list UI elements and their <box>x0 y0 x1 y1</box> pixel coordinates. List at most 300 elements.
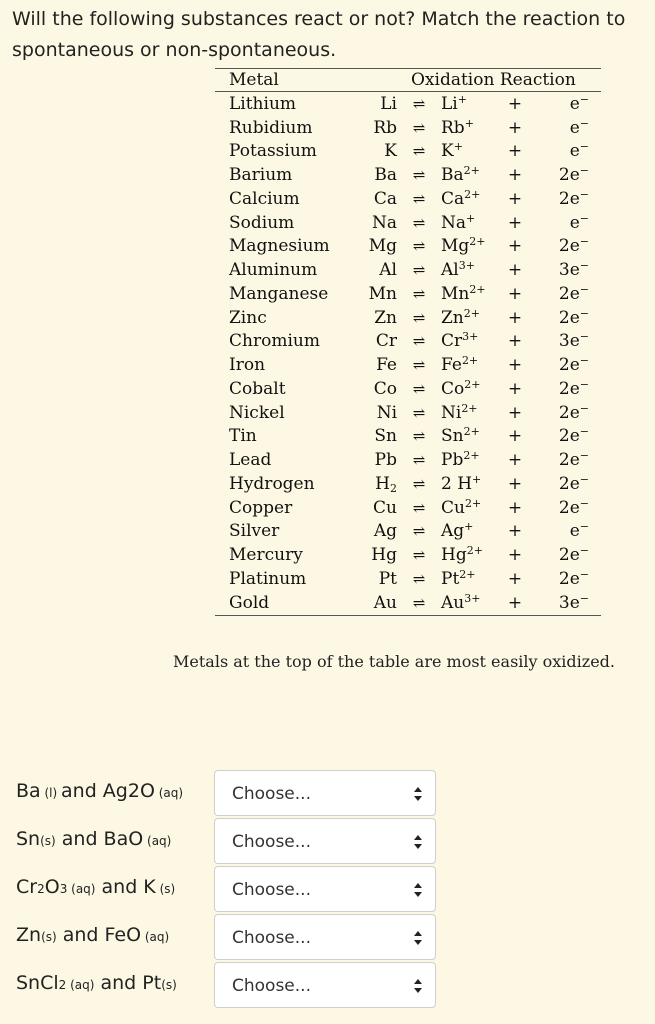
equilibrium-arrow: ⇌ <box>397 591 441 615</box>
electrons-cell <box>529 567 601 591</box>
metal-symbol: Rb <box>373 117 397 138</box>
equilibrium-arrow: ⇌ <box>412 379 426 398</box>
ion-charge: 2+ <box>461 354 479 368</box>
metal-symbol: Hg <box>371 545 397 566</box>
electrons-cell <box>529 330 601 354</box>
electron-charge: − <box>579 401 589 415</box>
ion-cell <box>441 306 501 330</box>
ion-cell <box>441 377 501 401</box>
reaction-label <box>16 828 171 850</box>
electrons: 2e <box>558 568 580 589</box>
ion-charge: 3+ <box>458 259 475 273</box>
metal-symbol-cell <box>347 496 397 520</box>
plus-sign: + <box>507 545 523 566</box>
ion-symbol: Rb <box>441 117 465 138</box>
reaction-label <box>16 780 183 802</box>
metal-name: Aluminum <box>229 260 318 281</box>
electrons: 3e <box>558 592 580 613</box>
spontaneity-select[interactable] <box>214 866 436 912</box>
electrons: 2e <box>558 188 580 209</box>
equilibrium-arrow: ⇌ <box>412 522 426 541</box>
electrons: 2e <box>558 236 580 257</box>
equilibrium-arrow: ⇌ <box>412 498 426 517</box>
metal-symbol-cell <box>347 211 397 235</box>
table-row <box>215 258 601 282</box>
equilibrium-arrow: ⇌ <box>412 213 426 232</box>
metal-symbol-cell <box>347 163 397 187</box>
formula-text: and Ag2O <box>61 780 155 802</box>
electrons-cell <box>529 425 601 449</box>
symbol-subscript: 2 <box>390 481 397 495</box>
electrons: 2e <box>558 450 580 471</box>
ion-symbol: Sn <box>441 426 464 447</box>
ion-symbol: 2 H <box>441 473 473 494</box>
metal-name: Iron <box>229 355 266 376</box>
electrons: 2e <box>558 473 580 494</box>
ion-charge: 2+ <box>469 235 486 249</box>
state-subscript: 2 (aq) <box>58 978 95 992</box>
equilibrium-arrow: ⇌ <box>412 118 426 137</box>
up-down-caret-icon <box>413 976 423 996</box>
metal-name: Hydrogen <box>229 473 315 494</box>
electron-charge: − <box>579 591 589 605</box>
electrons-cell <box>529 163 601 187</box>
up-down-caret-icon <box>413 928 423 948</box>
ion-cell <box>441 353 501 377</box>
equilibrium-arrow: ⇌ <box>412 569 426 588</box>
plus-sign: + <box>507 93 523 114</box>
electrons-cell <box>529 306 601 330</box>
select-value: Choose... <box>232 880 311 900</box>
electrons: 2e <box>558 497 580 518</box>
metal-symbol: Mg <box>368 236 397 257</box>
table-row <box>215 472 601 496</box>
metal-symbol-cell <box>347 306 397 330</box>
metal-symbol: Cu <box>373 497 397 518</box>
formula-text: and BaO <box>55 828 144 850</box>
electron-charge: − <box>579 567 589 581</box>
table-row <box>215 496 601 520</box>
state-subscript: (aq) <box>141 930 170 944</box>
metal-symbol: K <box>384 141 397 162</box>
electron-charge: − <box>579 259 589 273</box>
ion-cell <box>441 330 501 354</box>
plus-sign: + <box>507 236 523 257</box>
ion-charge: 2+ <box>466 544 483 558</box>
electrons: 2e <box>558 426 580 447</box>
ion-cell <box>441 401 501 425</box>
metal-symbol-cell <box>347 377 397 401</box>
ion-charge: 2+ <box>463 449 480 463</box>
ion-symbol: Na <box>441 212 467 233</box>
metal-symbol: Ni <box>376 402 397 423</box>
table-row <box>215 543 601 567</box>
table-row <box>215 353 601 377</box>
equilibrium-arrow: ⇌ <box>412 356 426 375</box>
electron-charge: − <box>579 330 589 344</box>
metal-name: Copper <box>229 497 293 518</box>
plus-sign: + <box>507 521 523 542</box>
metal-symbol: Pb <box>374 450 397 471</box>
reaction-label <box>16 876 175 898</box>
ion-cell <box>441 496 501 520</box>
metal-symbol-cell <box>347 92 397 116</box>
plus-sign: + <box>507 378 523 399</box>
plus-sign: + <box>501 591 529 615</box>
electrons-cell <box>529 377 601 401</box>
ion-cell <box>441 258 501 282</box>
ion-symbol: Pt <box>441 568 460 589</box>
table-row <box>215 377 601 401</box>
metal-symbol-cell <box>347 591 397 615</box>
ion-cell <box>441 282 501 306</box>
plus-sign: + <box>507 141 523 162</box>
metal-name: Sodium <box>229 212 295 233</box>
metal-name: Lithium <box>229 93 297 114</box>
equilibrium-arrow: ⇌ <box>412 474 426 493</box>
plus-sign: + <box>507 355 523 376</box>
electron-charge: − <box>579 187 589 201</box>
state-subscript: (aq) <box>154 786 184 800</box>
electrons: 2e <box>558 545 580 566</box>
equilibrium-arrow: ⇌ <box>412 237 426 256</box>
ion-symbol: Pb <box>441 450 464 471</box>
ion-symbol: Mn <box>441 283 470 304</box>
metal-name: Mercury <box>229 545 303 566</box>
electrons: e <box>569 117 580 138</box>
metal-name: Zinc <box>229 307 267 328</box>
table-row <box>215 140 601 164</box>
electrons-cell <box>529 520 601 544</box>
metal-symbol: Sn <box>374 426 397 447</box>
ion-charge: 2+ <box>463 164 480 178</box>
ion-cell <box>441 211 501 235</box>
equilibrium-arrow: ⇌ <box>412 261 426 280</box>
electrons: e <box>569 212 580 233</box>
reaction-label <box>16 972 177 994</box>
spontaneity-select[interactable] <box>214 962 436 1008</box>
metal-symbol-cell <box>347 282 397 306</box>
question-row <box>0 914 655 960</box>
plus-sign: + <box>507 426 523 447</box>
equilibrium-arrow: ⇌ <box>412 427 426 446</box>
up-down-caret-icon <box>413 832 423 852</box>
ion-symbol: Al <box>441 260 459 281</box>
question-row <box>0 818 655 864</box>
plus-sign: + <box>507 212 523 233</box>
ion-charge: + <box>464 116 474 130</box>
ion-symbol: Mg <box>441 236 470 257</box>
metal-name: Magnesium <box>229 236 330 257</box>
ion-charge: + <box>472 472 482 486</box>
ion-symbol: K <box>441 141 454 162</box>
metal-symbol-cell <box>347 401 397 425</box>
electrons-cell <box>529 140 601 164</box>
select-value: Choose... <box>232 832 311 852</box>
ion-symbol: Ni <box>441 402 462 423</box>
ion-symbol: Hg <box>441 545 467 566</box>
metal-name: Lead <box>229 450 272 471</box>
ion-cell <box>441 543 501 567</box>
table-row <box>215 282 601 306</box>
electrons-cell <box>529 472 601 496</box>
ion-charge: 2+ <box>463 425 480 439</box>
electrons-cell <box>529 496 601 520</box>
electrons: e <box>569 93 580 114</box>
metal-symbol-cell <box>347 448 397 472</box>
electrons: 3e <box>558 331 580 352</box>
plus-sign: + <box>507 568 523 589</box>
equilibrium-arrow: ⇌ <box>412 94 426 113</box>
metal-symbol: Cr <box>375 331 397 352</box>
equilibrium-arrow: ⇌ <box>412 546 426 565</box>
electrons: e <box>569 521 580 542</box>
metal-symbol-cell <box>347 353 397 377</box>
reaction-label <box>16 924 169 946</box>
electron-charge: − <box>579 164 589 178</box>
metal-symbol: H <box>375 473 390 494</box>
metal-symbol: Al <box>379 260 397 281</box>
metal-symbol-cell <box>347 567 397 591</box>
table-body <box>215 92 601 616</box>
metal-symbol: Mn <box>368 283 397 304</box>
ion-charge: 2+ <box>464 187 481 201</box>
metal-symbol-cell <box>347 235 397 259</box>
metal-symbol-cell <box>347 258 397 282</box>
ion-cell <box>441 425 501 449</box>
electron-charge: − <box>579 306 589 320</box>
metal-symbol: Ca <box>373 188 397 209</box>
plus-sign: + <box>507 283 523 304</box>
formula-text: SnCl <box>16 972 59 994</box>
ion-cell <box>441 116 501 140</box>
metal-name: Rubidium <box>229 117 313 138</box>
table-row <box>215 163 601 187</box>
state-subscript: (aq) <box>143 834 172 848</box>
table-row <box>215 187 601 211</box>
ion-charge: 2+ <box>463 306 480 320</box>
up-down-caret-icon <box>413 880 423 900</box>
metal-symbol: Zn <box>374 307 397 328</box>
metal-name: Cobalt <box>229 378 286 399</box>
electrons-cell <box>529 235 601 259</box>
plus-sign: + <box>507 497 523 518</box>
equilibrium-arrow: ⇌ <box>412 332 426 351</box>
activity-series-table <box>215 68 601 616</box>
equilibrium-arrow: ⇌ <box>412 403 426 422</box>
metal-symbol-cell <box>347 472 397 496</box>
electrons-cell <box>529 401 601 425</box>
table-row <box>215 92 601 116</box>
electrons: 2e <box>558 307 580 328</box>
select-value: Choose... <box>232 928 311 948</box>
ion-symbol: Co <box>441 378 465 399</box>
metal-name: Barium <box>229 165 293 186</box>
equilibrium-arrow: ⇌ <box>412 189 426 208</box>
ion-cell <box>441 520 501 544</box>
electron-charge: − <box>579 92 589 106</box>
electron-charge: − <box>579 211 589 225</box>
ion-cell <box>441 187 501 211</box>
plus-sign: + <box>507 473 523 494</box>
ion-symbol: Cu <box>441 497 465 518</box>
ion-symbol: Fe <box>441 355 462 376</box>
table-row <box>215 235 601 259</box>
ion-symbol: Cr <box>441 331 463 352</box>
table-row <box>215 567 601 591</box>
electron-charge: − <box>579 140 589 154</box>
metal-symbol: Ba <box>374 165 397 186</box>
ion-charge: + <box>464 520 474 534</box>
equilibrium-arrow: ⇌ <box>412 451 426 470</box>
electron-charge: − <box>579 116 589 130</box>
ion-charge: 2+ <box>459 567 476 581</box>
formula-text: O <box>44 876 60 898</box>
state-subscript: (s) <box>41 930 57 944</box>
metal-symbol: Pt <box>378 568 397 589</box>
spontaneity-select[interactable] <box>214 770 436 816</box>
header-metal: Metal <box>215 69 347 92</box>
equilibrium-arrow: ⇌ <box>412 308 426 327</box>
electron-charge: − <box>579 449 589 463</box>
ion-cell <box>441 591 501 615</box>
metal-name: Chromium <box>229 331 320 352</box>
state-subscript: 3 (aq) <box>59 882 96 896</box>
electrons-cell <box>529 187 601 211</box>
plus-sign: + <box>507 331 523 352</box>
table-row <box>215 591 601 615</box>
electrons-cell <box>529 116 601 140</box>
metal-name: Platinum <box>229 568 307 589</box>
plus-sign: + <box>507 260 523 281</box>
electrons: 2e <box>558 402 580 423</box>
metal-symbol-cell <box>347 116 397 140</box>
table-row <box>215 425 601 449</box>
formula-text: Cr <box>16 876 38 898</box>
ion-symbol: Zn <box>441 307 464 328</box>
metal-name: Manganese <box>229 283 329 304</box>
ion-cell <box>441 92 501 116</box>
metal-symbol: Li <box>380 93 397 114</box>
metal-symbol: Na <box>371 212 397 233</box>
electron-charge: − <box>579 282 589 296</box>
question-text: Will the following substances react or not? Match the reaction to spontaneous or non-spontaneous. <box>12 8 626 61</box>
metal-name: Nickel <box>229 402 285 423</box>
electron-charge: − <box>579 235 589 249</box>
electrons-cell <box>529 353 601 377</box>
metal-symbol: Ag <box>373 521 397 542</box>
table-note: Metals at the top of the table are most easily oxidized. <box>173 652 615 671</box>
formula-text: Sn <box>16 828 41 850</box>
table-row <box>215 520 601 544</box>
electrons: 2e <box>558 283 580 304</box>
electrons-cell <box>529 543 601 567</box>
metal-name: Potassium <box>229 141 317 162</box>
plus-sign: + <box>507 165 523 186</box>
equilibrium-arrow: ⇌ <box>412 166 426 185</box>
table-header-row <box>215 69 601 92</box>
table-row <box>215 306 601 330</box>
state-subscript: 2 <box>37 882 45 896</box>
metal-name: Silver <box>229 521 280 542</box>
table-row <box>215 330 601 354</box>
ion-cell <box>441 140 501 164</box>
ion-symbol: Ca <box>441 188 465 209</box>
electrons-cell <box>529 92 601 116</box>
table-row <box>215 448 601 472</box>
formula-text: and FeO <box>56 924 142 946</box>
ion-charge: + <box>453 140 463 154</box>
plus-sign: + <box>507 450 523 471</box>
ion-charge: 3+ <box>464 591 481 605</box>
ion-symbol: Ba <box>441 165 464 186</box>
ion-charge: 3+ <box>462 330 479 344</box>
state-subscript: (s) <box>161 978 177 992</box>
ion-cell <box>441 567 501 591</box>
electrons: 2e <box>558 355 580 376</box>
ion-cell <box>441 235 501 259</box>
plus-sign: + <box>507 307 523 328</box>
state-subscript: (s) <box>40 834 56 848</box>
electrons-cell <box>529 591 601 615</box>
electron-charge: − <box>579 354 589 368</box>
ion-charge: 2+ <box>464 377 481 391</box>
equilibrium-arrow: ⇌ <box>412 284 426 303</box>
formula-text: Zn <box>16 924 42 946</box>
metal-name: Calcium <box>229 188 300 209</box>
electron-charge: − <box>579 377 589 391</box>
ion-symbol: Au <box>441 592 465 613</box>
metal-symbol-cell <box>347 187 397 211</box>
header-oxidation-reaction: Oxidation Reaction <box>397 69 601 92</box>
ion-cell <box>441 163 501 187</box>
plus-sign: + <box>507 188 523 209</box>
electrons-cell <box>529 448 601 472</box>
metal-symbol: Fe <box>376 355 397 376</box>
electrons: 3e <box>558 260 580 281</box>
metal-symbol: Au <box>373 592 397 613</box>
spontaneity-select[interactable] <box>214 914 436 960</box>
plus-sign: + <box>507 117 523 138</box>
select-value: Choose... <box>232 784 311 804</box>
metal-symbol-cell <box>347 425 397 449</box>
question-row <box>0 866 655 912</box>
ion-cell <box>441 472 501 496</box>
electrons: 2e <box>558 378 580 399</box>
metal-symbol-cell <box>347 543 397 567</box>
spontaneity-select[interactable] <box>214 818 436 864</box>
plus-sign: + <box>507 402 523 423</box>
question-row <box>0 770 655 816</box>
formula-text: and Pt <box>94 972 162 994</box>
electrons-cell <box>529 282 601 306</box>
table-row <box>215 401 601 425</box>
metal-symbol-cell <box>347 330 397 354</box>
electron-charge: − <box>579 496 589 510</box>
electron-charge: − <box>579 472 589 486</box>
metal-name: Tin <box>229 426 257 447</box>
electron-charge: − <box>579 425 589 439</box>
ion-symbol: Ag <box>441 521 465 542</box>
ion-charge: + <box>457 92 467 106</box>
ion-charge: + <box>466 211 476 225</box>
ion-charge: 2+ <box>461 401 478 415</box>
table-row <box>215 211 601 235</box>
formula-text: and K <box>95 876 156 898</box>
ion-charge: 2+ <box>464 496 482 510</box>
electrons: e <box>569 141 580 162</box>
equilibrium-arrow: ⇌ <box>412 142 426 161</box>
